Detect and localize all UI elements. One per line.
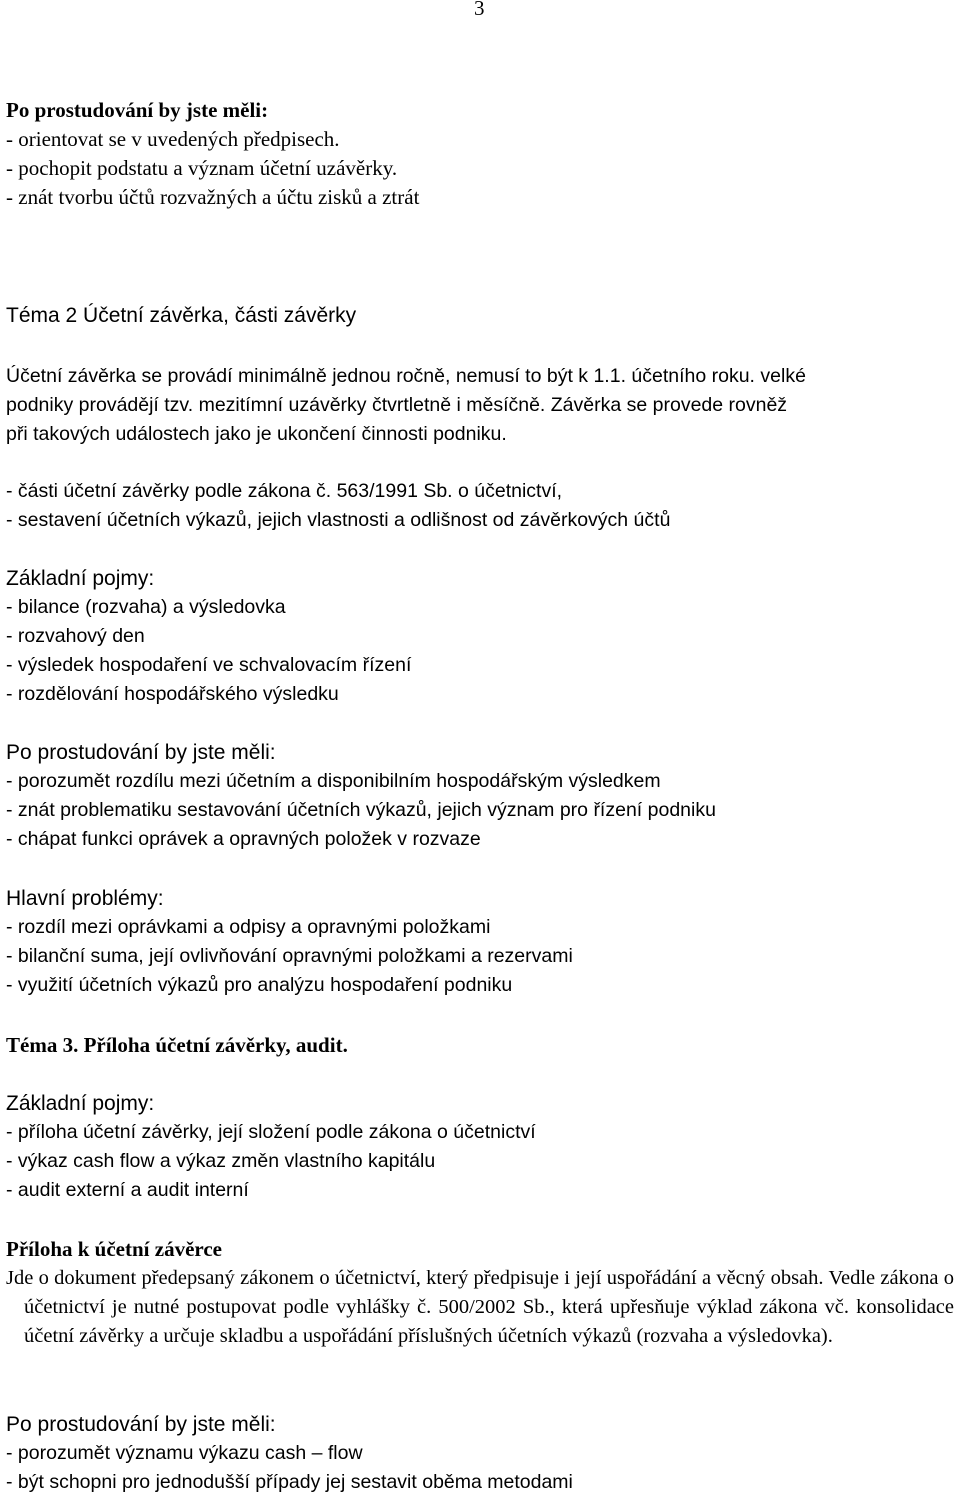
topic-3-goals [6,1410,954,1497]
topic-2-paragraph [6,362,954,449]
list-item: - výsledek hospodaření ve schvalovacím řízení [6,654,412,676]
list-item: - být schopni pro jednodušší případy jej sestavit oběma metodami [6,1471,573,1493]
concepts-heading: Základní pojmy: [6,1092,155,1115]
list-item: - porozumět významu výkazu cash – flow [6,1442,363,1464]
list-item: - využití účetních výkazů pro analýzu hospodaření podniku [6,974,513,996]
topic-2-title: Téma 2 Účetní závěrka, části závěrky [6,304,357,327]
list-item: - bilance (rozvaha) a výsledovka [6,596,286,618]
list-item: - části účetní závěrky podle zákona č. 563/1991 Sb. o účetnictví, [6,480,563,502]
list-item: - chápat funkci oprávek a opravných položek v rozvaze [6,828,481,850]
goals-heading: Po prostudování by jste měli: [6,1413,276,1436]
list-item: - orientovat se v uvedených předpisech. [6,127,340,151]
topic-3-concepts [6,1089,954,1205]
paragraph-line: při takových událostech jako je ukončení činnosti podniku. [6,423,507,445]
appendix-paragraph: Jde o dokument předepsaný zákonem o účetnictví, který předpisuje i její uspořádání a věcný obsah. Vedle zákona o účetnictví je nutné postupovat podle vyhlášky č. 500/2002 Sb., která upřesňuje výklad zákona vč. konsolidace účetní závěrky a určuje skladbu a uspořádání příslušných účetních výkazů (rozvaha a výsledovka). [6,1267,954,1347]
study-goals-section [6,96,954,212]
list-item: - rozdělování hospodářského výsledku [6,683,339,705]
list-item: - rozdíl mezi oprávkami a odpisy a opravnými položkami [6,916,491,938]
problems-heading: Hlavní problémy: [6,887,164,910]
list-item: - sestavení účetních výkazů, jejich vlastnosti a odlišnost od závěrkových účtů [6,509,671,531]
paragraph-line: podniky provádějí tzv. mezitímní uzávěrky čtvrtletně i měsíčně. Závěrka se provede rovněž [6,394,788,416]
list-item: - bilanční suma, její ovlivňování opravnými položkami a rezervami [6,945,573,967]
topic-2-items [6,477,954,535]
goals-heading: Po prostudování by jste měli: [6,741,276,764]
topic-3-title: Téma 3. Příloha účetní závěrky, audit. [6,1033,348,1057]
list-item: - znát problematiku sestavování účetních výkazů, jejich význam pro řízení podniku [6,799,716,821]
topic-2-concepts [6,564,954,709]
list-item: - příloha účetní závěrky, její složení podle zákona o účetnictví [6,1121,536,1143]
list-item: - audit externí a audit interní [6,1179,249,1201]
paragraph-line: Účetní závěrka se provádí minimálně jednou ročně, nemusí to být k 1.1. účetního roku. velké [6,365,806,387]
appendix-heading: Příloha k účetní závěrce [6,1237,222,1261]
list-item: - pochopit podstatu a význam účetní uzávěrky. [6,156,398,180]
list-item: - rozvahový den [6,625,145,647]
list-item: - znát tvorbu účtů rozvažných a účtu zisků a ztrát [6,185,420,209]
topic-2-problems [6,884,954,1000]
list-item: - výkaz cash flow a výkaz změn vlastního kapitálu [6,1150,436,1172]
list-item: - porozumět rozdílu mezi účetním a disponibilním hospodářským výsledkem [6,770,661,792]
concepts-heading: Základní pojmy: [6,567,155,590]
study-goals-heading: Po prostudování by jste měli: [6,98,269,122]
appendix-section [6,1235,954,1351]
topic-2-goals [6,738,954,854]
page-number: 3 [474,0,485,20]
